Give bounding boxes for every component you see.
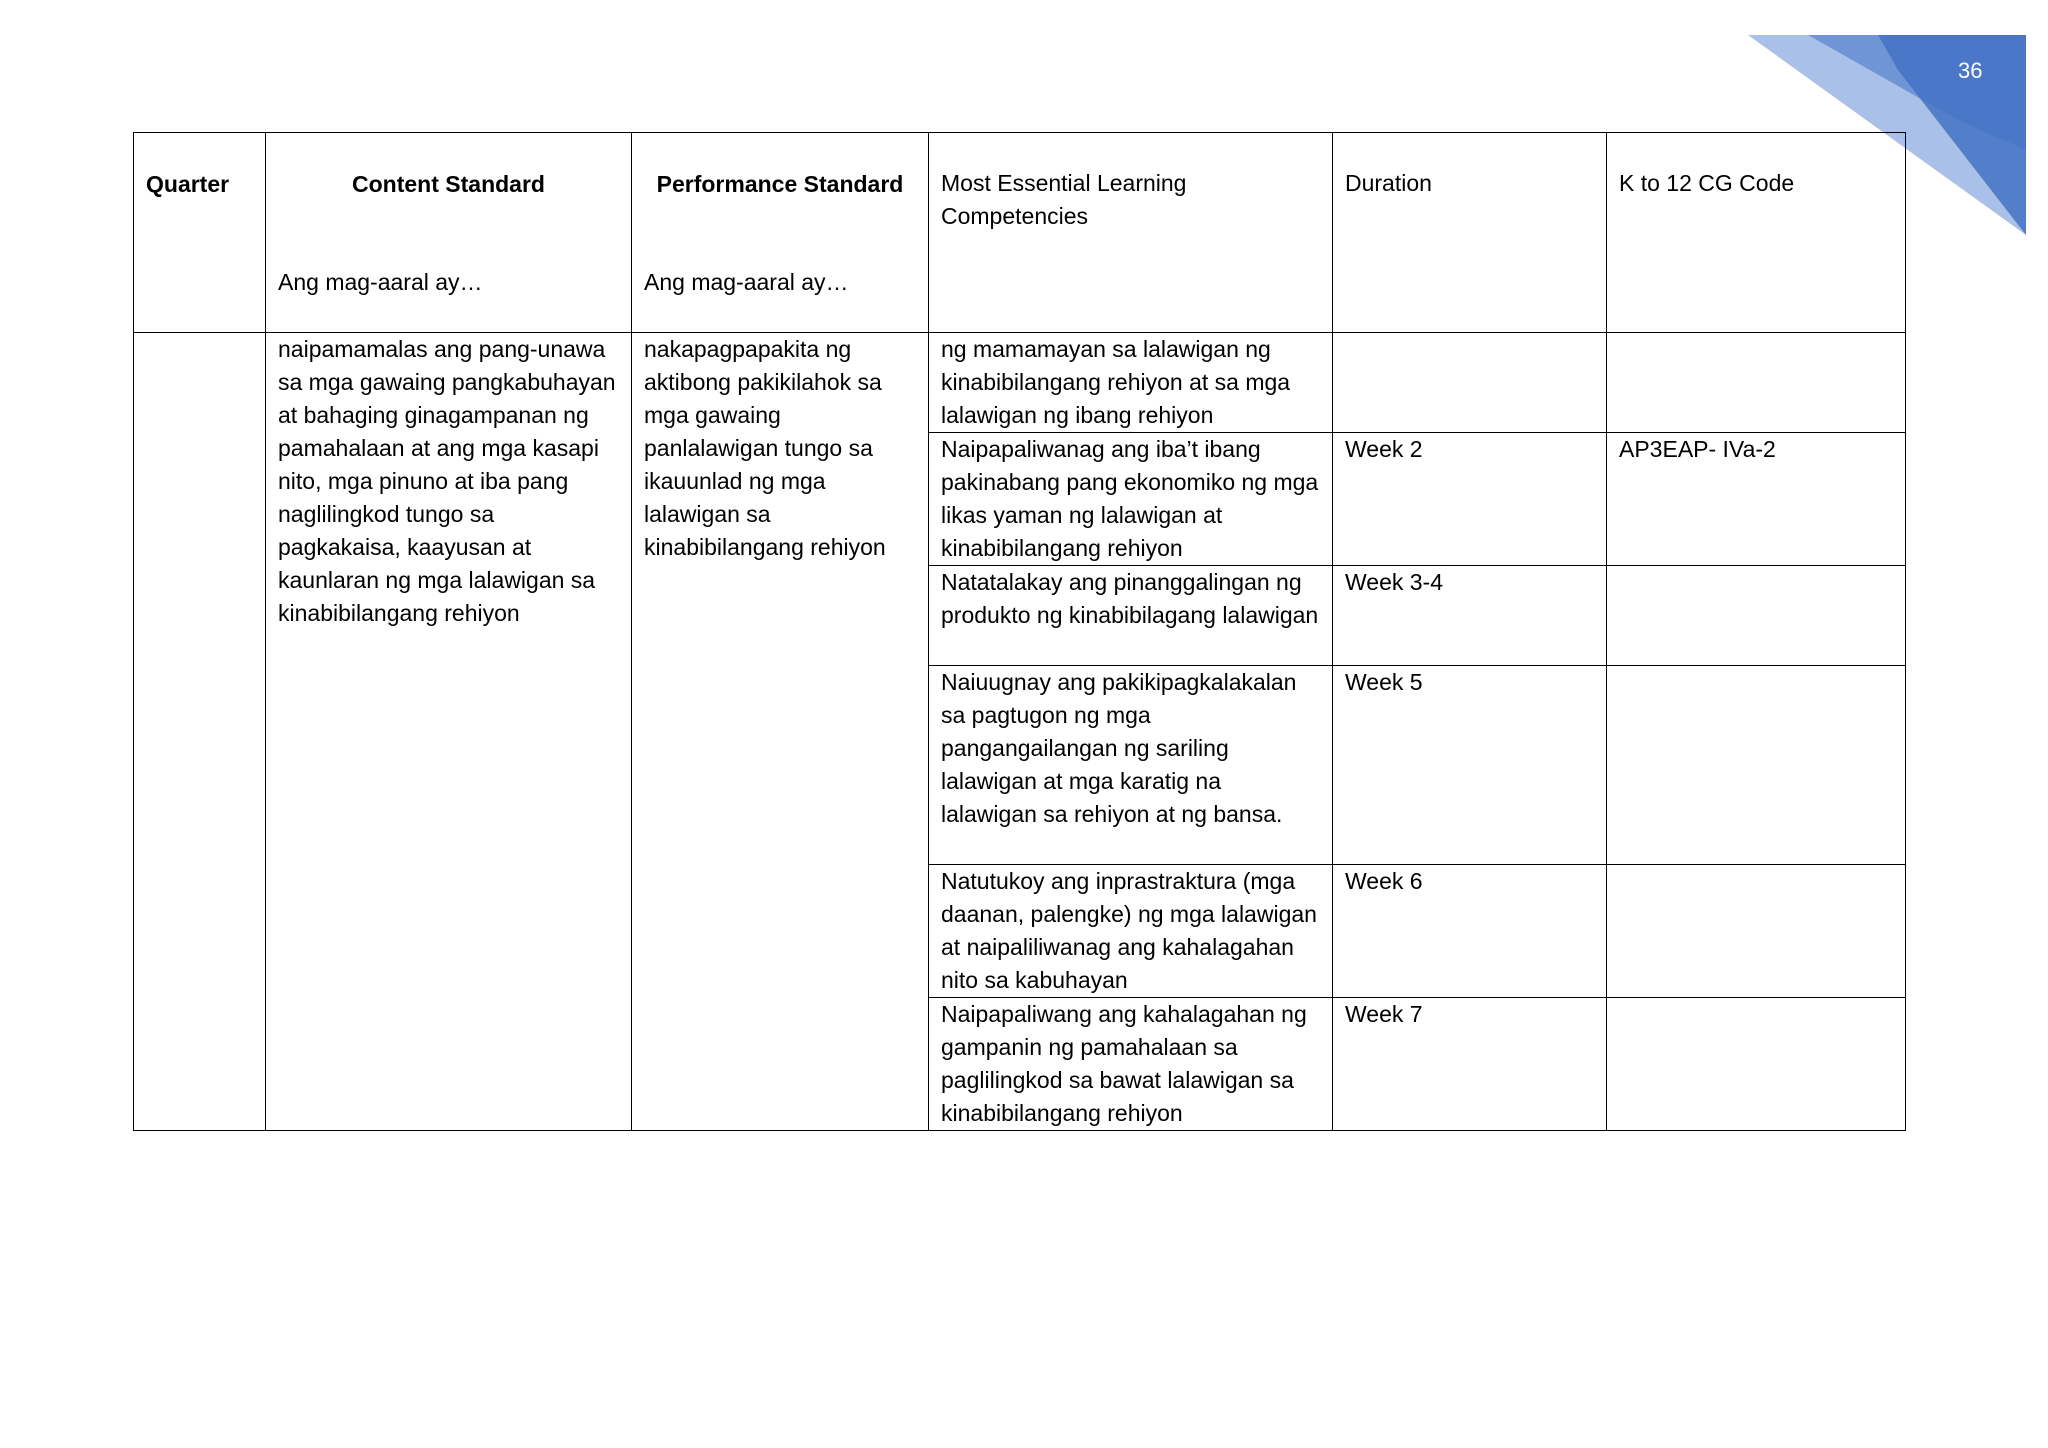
performance-standard-cell: nakapagpapakita ng aktibong pakikilahok sa mga gawaing panlalawigan tungo sa ikauunlad ng mga lalawigan sa kinabibilangang rehiyon <box>632 333 929 1131</box>
code-cell <box>1607 998 1906 1131</box>
competency-cell: ng mamamayan sa lalawigan ng kinabibilangang rehiyon at sa mga lalawigan ng ibang rehiyon <box>929 333 1333 433</box>
header-cg-code: K to 12 CG Code <box>1607 133 1906 333</box>
header-melc: Most Essential Learning Competencies <box>929 133 1333 333</box>
content-standard-cell: naipamamalas ang pang-unawa sa mga gawaing pangkabuhayan at bahaging ginagampanan ng pamahalaan at ang mga kasapi nito, mga pinuno at iba pang naglilingkod tungo sa pagkakaisa, kaayusan at kaunlaran ng mga lalawigan sa kinabibilangang rehiyon <box>266 333 632 1131</box>
header-content-standard: Content Standard Ang mag-aaral ay… <box>266 133 632 333</box>
competency-cell: Naipapaliwanag ang iba’t ibang pakinabang pang ekonomiko ng mga likas yaman ng lalawigan at kinabibilangang rehiyon <box>929 433 1333 566</box>
content-standard-subheader: Ang mag-aaral ay… <box>278 269 483 295</box>
duration-cell: Week 2 <box>1333 433 1607 566</box>
page-number: 36 <box>1958 58 1983 83</box>
header-row <box>134 133 1906 333</box>
competency-cell: Natutukoy ang inprastraktura (mga daanan, palengke) ng mga lalawigan at naipaliliwanag ang kahalagahan nito sa kabuhayan <box>929 865 1333 998</box>
quarter-cell <box>134 333 266 1131</box>
header-quarter: Quarter <box>134 133 266 333</box>
duration-cell: Week 3-4 <box>1333 566 1607 666</box>
duration-cell <box>1333 333 1607 433</box>
header-performance-standard: Performance Standard Ang mag-aaral ay… <box>632 133 929 333</box>
code-cell <box>1607 333 1906 433</box>
code-cell <box>1607 566 1906 666</box>
code-cell <box>1607 865 1906 998</box>
header-duration: Duration <box>1333 133 1607 333</box>
competency-cell: Naipapaliwang ang kahalagahan ng gampanin ng pamahalaan sa paglilingkod sa bawat lalawigan sa kinabibilangang rehiyon <box>929 998 1333 1131</box>
code-cell <box>1607 666 1906 865</box>
curriculum-table <box>133 132 1906 1131</box>
performance-standard-subheader: Ang mag-aaral ay… <box>644 269 849 295</box>
competency-cell: Naiuugnay ang pakikipagkalakalan sa pagtugon ng mga pangangailangan ng sariling lalawigan at mga karatig na lalawigan sa rehiyon at ng bansa. <box>929 666 1333 865</box>
duration-cell: Week 5 <box>1333 666 1607 865</box>
code-cell: AP3EAP- IVa-2 <box>1607 433 1906 566</box>
duration-cell: Week 6 <box>1333 865 1607 998</box>
table-row <box>134 333 1906 433</box>
duration-cell: Week 7 <box>1333 998 1607 1131</box>
competency-cell: Natatalakay ang pinanggalingan ng produkto ng kinabibilagang lalawigan <box>929 566 1333 666</box>
